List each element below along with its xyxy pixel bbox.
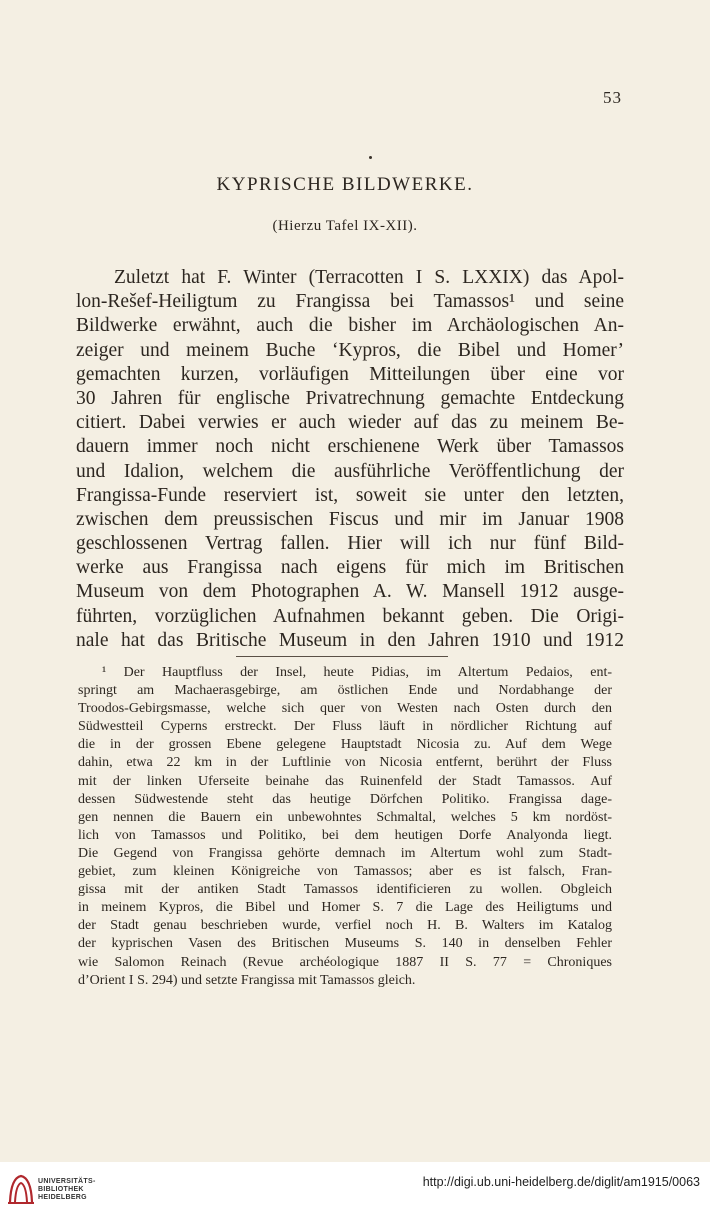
footnote xyxy=(78,664,612,990)
body-line: nale hat das Britische Museum in den Jahren 1910 und 1912 xyxy=(76,629,624,651)
body-line: und Idalion, welchem die ausführliche Veröffentlichung der xyxy=(76,460,624,482)
footnote-line: d’Orient I S. 294) und setzte Frangissa mit Tamassos gleich. xyxy=(78,972,416,988)
body-line: Zuletzt hat F. Winter (Terracotten I S. LXXIX) das Apol- xyxy=(114,267,624,288)
footnote-rule xyxy=(236,656,448,657)
footnote-line: in meinem Kypros, die Bibel und Homer S. 7 die Lage des Heiligtums und xyxy=(78,900,612,916)
footnote-line: die in der grossen Ebene gelegene Hauptstadt Nicosia zu. Auf dem Wege xyxy=(78,737,612,753)
page-number: 53 xyxy=(603,88,622,107)
footnote-line: gen nennen die Bauern ein unbewohntes Schmaltal, welches 5 km nordöst- xyxy=(78,809,612,825)
footnote-line: lich von Tamassos und Politiko, bei dem heutigen Dorfe Analyonda liegt. xyxy=(78,827,612,843)
library-name-line: UNIVERSITÄTS- xyxy=(38,1178,96,1185)
body-line: zwischen dem preussischen Fiscus und mir im Januar 1908 xyxy=(76,508,624,530)
body-text xyxy=(76,266,624,653)
library-name-line: BIBLIOTHEK xyxy=(38,1186,84,1193)
body-line: geschlossenen Vertrag fallen. Hier will ich nur fünf Bild- xyxy=(76,533,624,555)
library-footer xyxy=(0,1162,710,1216)
footnote-line: ¹ Der Hauptfluss der Insel, heute Pidias, im Altertum Pedaios, ent- xyxy=(102,665,612,680)
body-line: citiert. Dabei verwies er auch wieder auf das zu meinem Be- xyxy=(76,412,624,434)
library-name xyxy=(38,1178,96,1202)
body-line: Frangissa-Funde reserviert ist, soweit sie unter den letzten, xyxy=(76,484,624,506)
decorative-dot xyxy=(369,156,372,159)
body-line: Bildwerke erwähnt, auch die bisher im Archäologischen An- xyxy=(76,315,624,337)
body-line: dauern immer noch nicht erschienene Werk über Tamassos xyxy=(76,436,624,458)
body-line: lon-Rešef-Heiligtum zu Frangissa bei Tamassos¹ und seine xyxy=(76,291,624,313)
body-line: gemachten kurzen, vorläufigen Mitteilungen über eine vor xyxy=(76,363,624,385)
body-line: Museum von dem Photographen A. W. Mansell 1912 ausge- xyxy=(76,581,624,603)
library-name-line: HEIDELBERG xyxy=(38,1194,87,1201)
library-logo-icon xyxy=(6,1172,36,1206)
source-url-link[interactable]: http://digi.ub.uni-heidelberg.de/diglit/am1915/0063 xyxy=(422,1175,700,1189)
footnote-line: Die Gegend von Frangissa gehörte demnach im Altertum wohl zum Stadt- xyxy=(78,845,612,861)
footnote-line: dahin, etwa 22 km in der Luftlinie von Nicosia entfernt, berührt der Fluss xyxy=(78,755,612,771)
article-subtitle: (Hierzu Tafel IX-XII). xyxy=(272,218,418,234)
footnote-line: der Stadt genau beschrieben wurde, verfiel noch H. B. Walters im Katalog xyxy=(78,918,612,934)
body-line: zeiger und meinem Buche ‘Kypros, die Bibel und Homer’ xyxy=(76,339,624,361)
footnote-line: Südwestteil Cyperns erstreckt. Der Fluss läuft in nördlicher Richtung auf xyxy=(78,719,612,735)
body-line: werke aus Frangissa nach eigens für mich im Britischen xyxy=(76,557,624,579)
footnote-line: springt am Machaerasgebirge, am östlichen Ende und Nordabhange der xyxy=(78,683,612,699)
footnote-line: Troodos-Gebirgsmasse, welche sich quer von Westen nach Osten durch den xyxy=(78,701,612,717)
body-line: 30 Jahren für englische Privatrechnung gemachte Entdeckung xyxy=(76,387,624,409)
footnote-line: mit der linken Uferseite beinahe das Ruinenfeld der Stadt Tamassos. Auf xyxy=(78,773,612,789)
footnote-line: gebiet, zum kleinen Königreiche von Tamassos; aber es ist falsch, Fran- xyxy=(78,864,612,880)
body-line: führten, vorzüglichen Aufnahmen bekannt geben. Die Origi- xyxy=(76,605,624,627)
footnote-line: gissa mit der antiken Stadt Tamassos identificieren zu wollen. Obgleich xyxy=(78,882,612,898)
footnote-line: wie Salomon Reinach (Revue archéologique 1887 II S. 77 = Chroniques xyxy=(78,954,612,970)
article-title: KYPRISCHE BILDWERKE. xyxy=(216,174,474,195)
footnote-line: dessen Südwestende steht das heutige Dörfchen Politiko. Frangissa dage- xyxy=(78,791,612,807)
footnote-line: der kyprischen Vasen des Britischen Museums S. 140 in denselben Fehler xyxy=(78,936,612,952)
